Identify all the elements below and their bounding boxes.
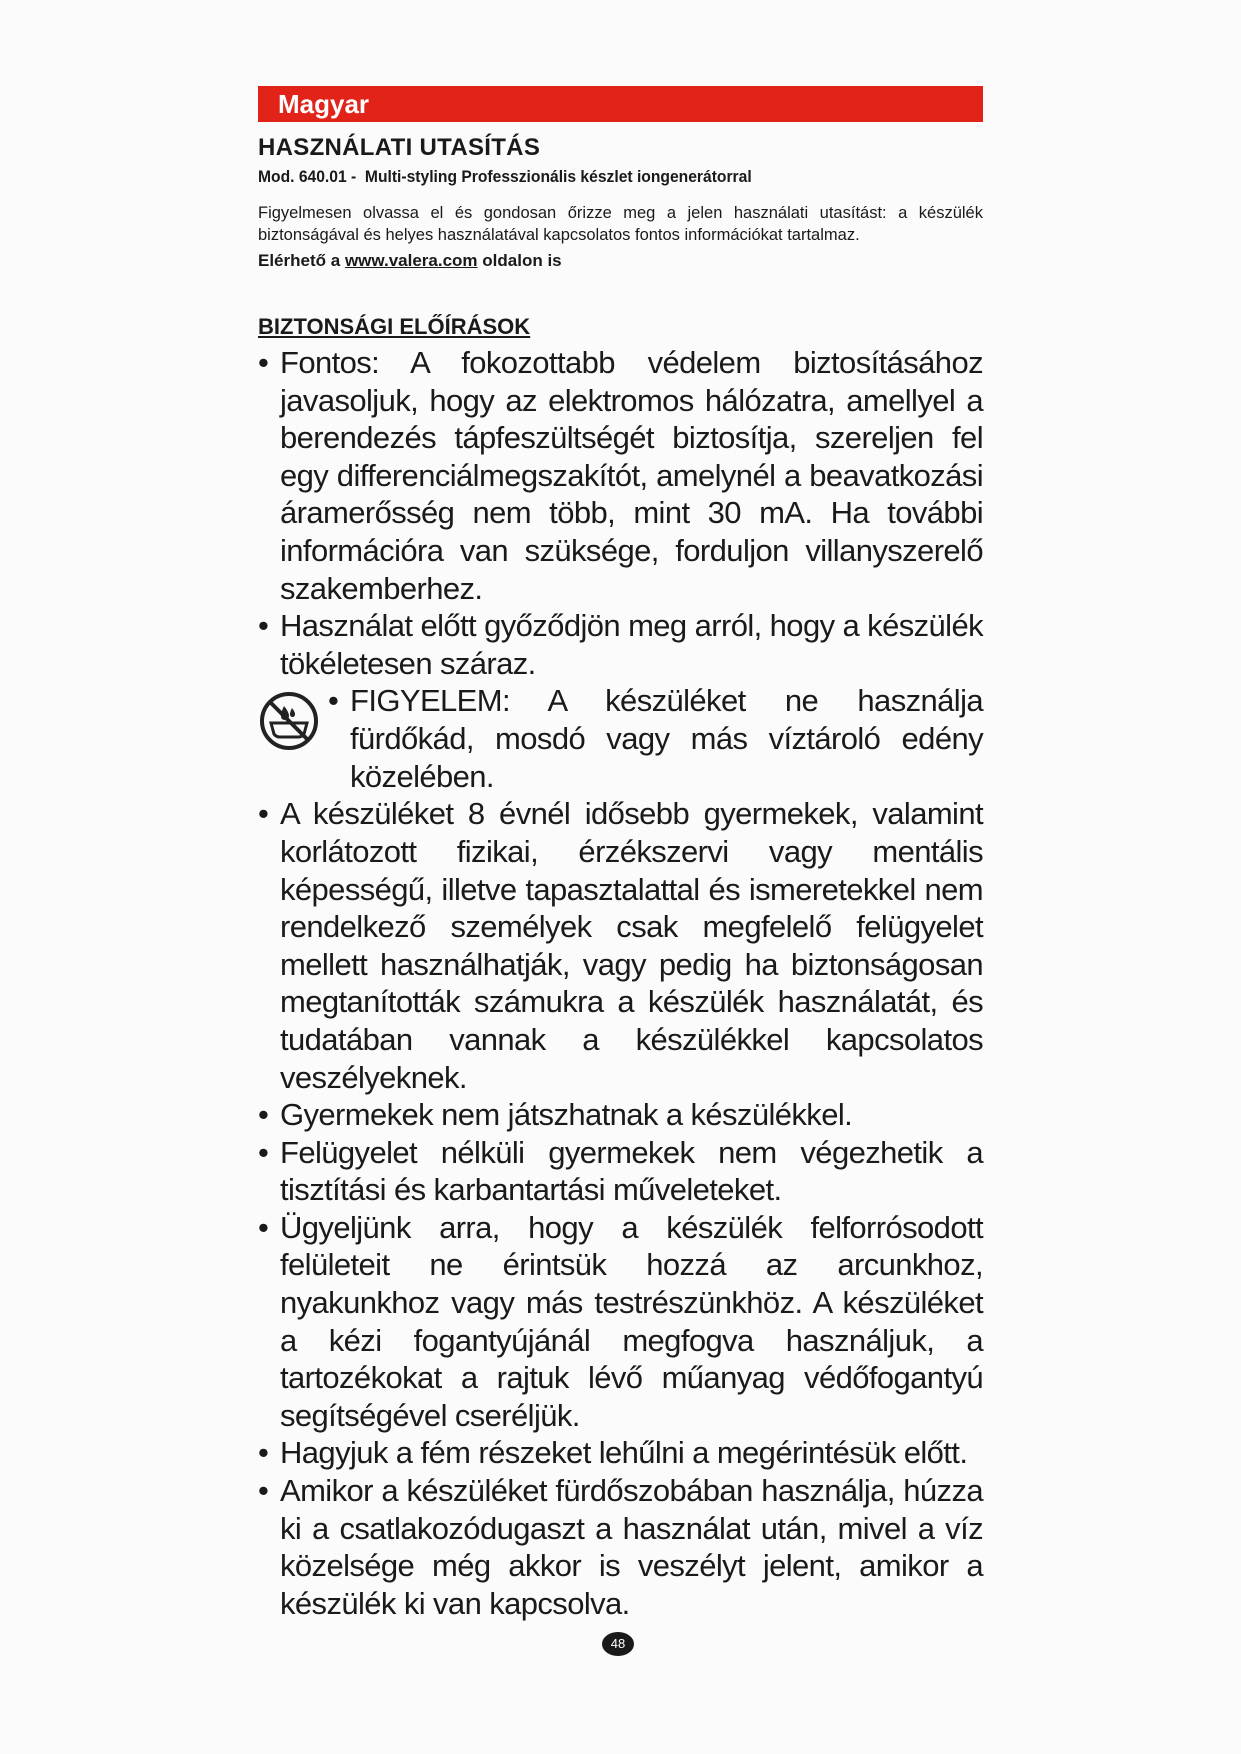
document-title: HASZNÁLATI UTASÍTÁS: [258, 134, 541, 161]
availability-line: [258, 250, 983, 272]
safety-item-text: FIGYELEM: A készüléket ne használja fürdőkád, mosdó vagy más víztároló edény közelében.: [350, 683, 983, 794]
model-name: Multi-styling Professzionális készlet iongenerátorral: [364, 167, 752, 186]
safety-item-text: Amikor a készüléket fürdőszobában használja, húzza ki a csatlakozódugaszt a használat után, mivel a víz közelsége még akkor is veszélyt jelent, amikor a készülék ki van kapcsolva.: [280, 1473, 983, 1621]
safety-item-text: Gyermekek nem játszhatnak a készülékkel.: [280, 1097, 853, 1133]
safety-item-text: Hagyjuk a fém részeket lehűlni a megérintésük előtt.: [280, 1435, 968, 1471]
website-link[interactable]: www.valera.com: [344, 251, 478, 270]
safety-item: [258, 1472, 983, 1622]
language-header-bar: [258, 86, 983, 122]
no-water-bathtub-icon: [258, 690, 320, 752]
bullet: •: [258, 796, 269, 832]
page-content: [258, 86, 983, 1622]
safety-item-text: Felügyelet nélküli gyermekek nem végezhetik a tisztítási és karbantartási műveleteket.: [280, 1134, 983, 1208]
model-label: Mod. 640.01 -: [258, 167, 357, 186]
safety-item: [258, 1096, 983, 1134]
safety-item-text: A készüléket 8 évnél idősebb gyermekek, valamint korlátozott fizikai, érzékszervi vagy mentális képességű, illetve tapasztalattal és ismeretekkel nem rendelkező személyek csak megfelelő felügyelet mellett használhatják, vagy pedig ha biztonságosan megtanították számukra a készülék használatát, és tudatában vannak a készülékkel kapcsolatos veszélyeknek.: [280, 796, 983, 1095]
safety-item: [258, 607, 983, 682]
safety-item: [258, 1134, 983, 1209]
safety-item-text: Ügyeljünk arra, hogy a készülék felforrósodott felületeit ne érintsük hozzá az arcunkhoz, nyakunkhoz vagy más testrészünkhöz. A készüléket a kézi fogantyújánál megfogva használjuk, a tartozékokat a rajtuk lévő műanyag védőfogantyú segítségével cseréljük.: [280, 1209, 983, 1433]
safety-item: [258, 795, 983, 1096]
model-line: [258, 166, 925, 188]
bullet: •: [258, 1473, 269, 1509]
bullet: •: [258, 1435, 269, 1471]
intro-paragraph: Figyelmesen olvassa el és gondosan őrizze meg a jelen használati utasítást: a készülék biztonságával és helyes használatával kapcsolatos fontos információkat tartalmaz.: [258, 204, 983, 244]
safety-item: [258, 344, 983, 607]
safety-item: [258, 1209, 983, 1435]
bullet: •: [328, 683, 339, 719]
bullet: •: [258, 345, 269, 380]
safety-item-text: Fontos: A fokozottabb védelem biztosításához javasoljuk, hogy az elektromos hálózatra, amellyel a berendezés tápfeszültségét biztosítja, szereljen fel egy differenciálmegszakítót, amelynél a beavatkozási áramerősség nem több, mint 30 mA. Ha további információra van szüksége, forduljon villanyszerelő szakemberhez.: [280, 345, 983, 606]
bullet: •: [258, 1209, 269, 1245]
bullet: •: [258, 1097, 269, 1133]
page-number-badge: 48: [602, 1632, 634, 1656]
bullet: •: [258, 1134, 269, 1170]
safety-section-title: BIZTONSÁGI ELŐÍRÁSOK: [258, 314, 531, 339]
safety-item: [258, 1434, 983, 1472]
safety-item-text: Használat előtt győződjön meg arról, hogy a készülék tökéletesen száraz.: [280, 608, 983, 681]
safety-item-warning: [258, 682, 983, 795]
bullet: •: [258, 608, 269, 644]
availability-prefix: Elérhető a: [258, 251, 341, 270]
language-label: Magyar: [278, 89, 370, 119]
availability-suffix: oldalon is: [482, 251, 562, 270]
safety-rules-list: [258, 344, 983, 1622]
